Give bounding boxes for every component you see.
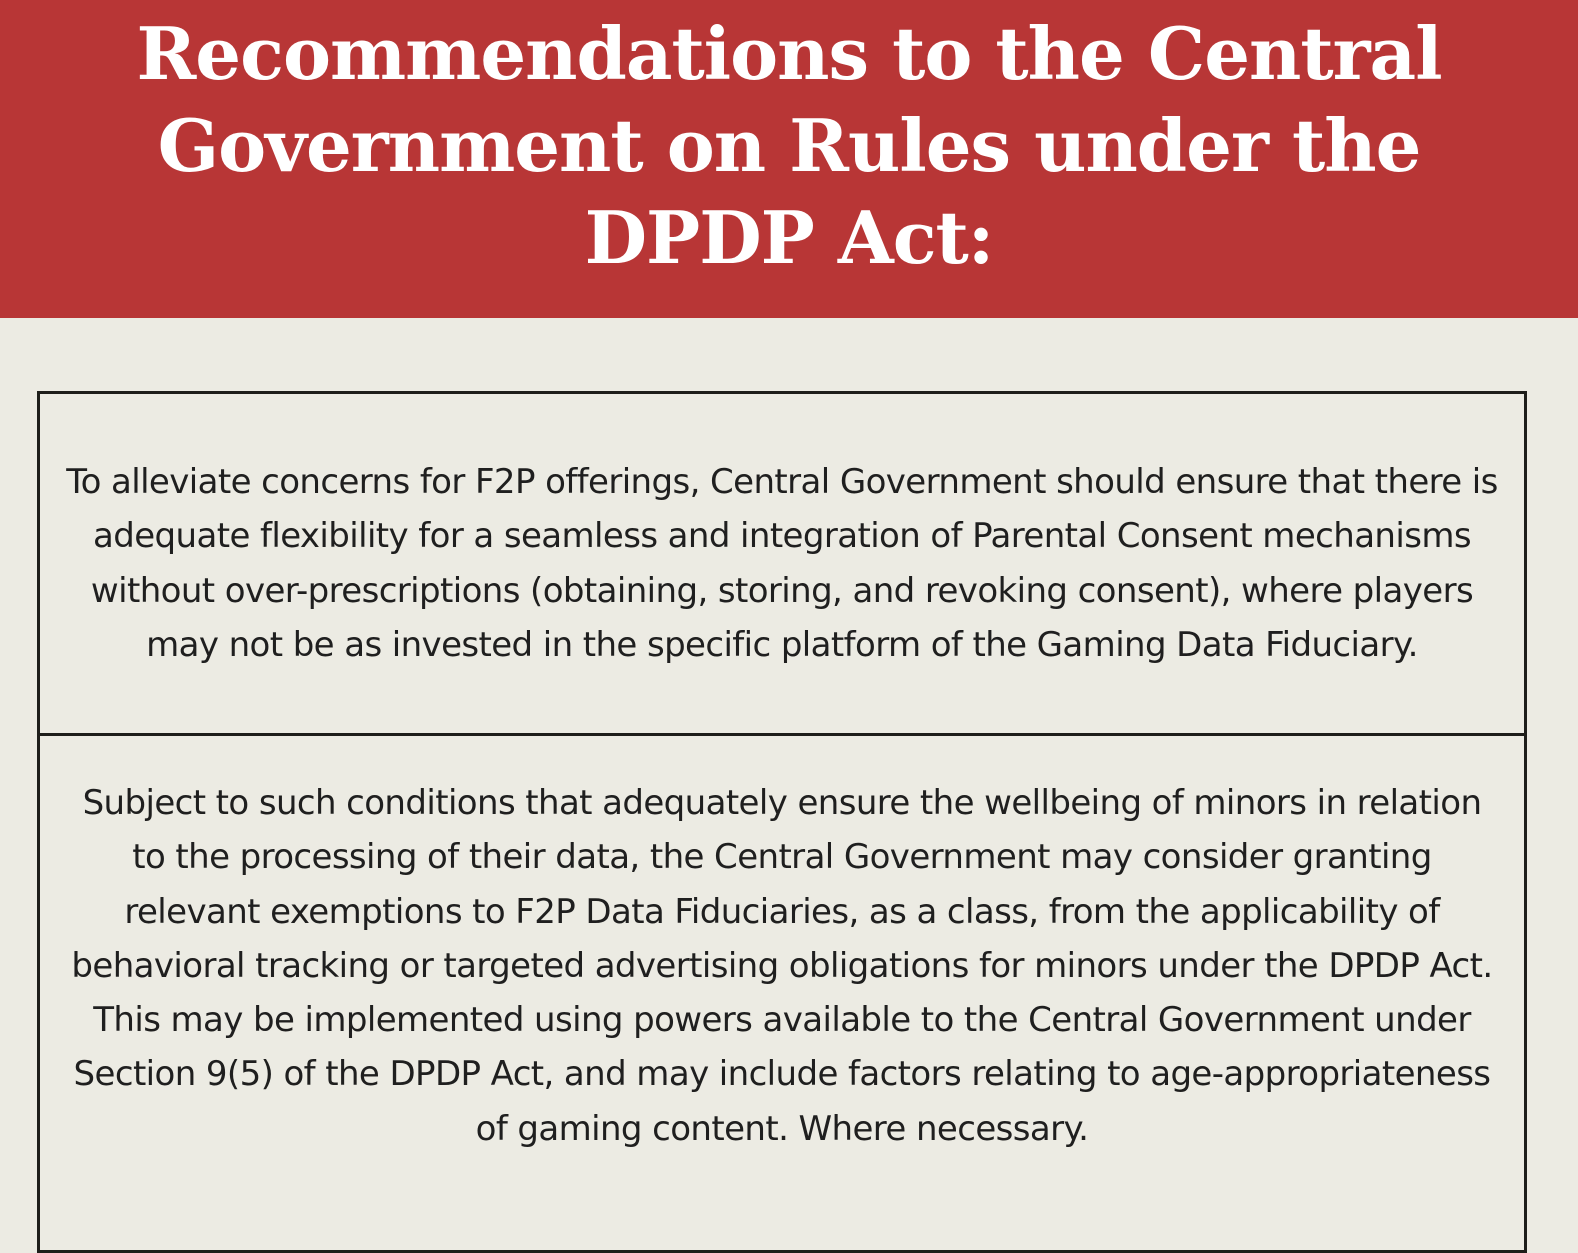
title-banner <box>0 0 1578 318</box>
recommendation-box <box>37 391 1527 736</box>
recommendation-text: Subject to such conditions that adequately ensure the wellbeing of minors in relation to the processing of their data, the Central Government may consider granting relevant exemptions to F2P Data Fiduciaries, as a class, from the applicability of behavioral tracking or targeted advertising obligations for minors under the DPDP Act. This may be implemented using powers available to the Central Government under Section 9(5) of the DPDP Act, and may include factors relating to age-appropriateness of gaming content. Where necessary. <box>71 783 1493 1149</box>
recommendation-box <box>37 733 1527 1253</box>
recommendation-text: To alleviate concerns for F2P offerings, Central Government should ensure that there is adequate flexibility for a seamless and integration of Parental Consent mechanisms without over-prescriptions (obtaining, storing, and revoking consent), where players may not be as invested in the specific platform of the Gaming Data Fiduciary. <box>66 461 1498 665</box>
page-title: Recommendations to the Central Government on Rules under the DPDP Act: <box>136 11 1442 280</box>
